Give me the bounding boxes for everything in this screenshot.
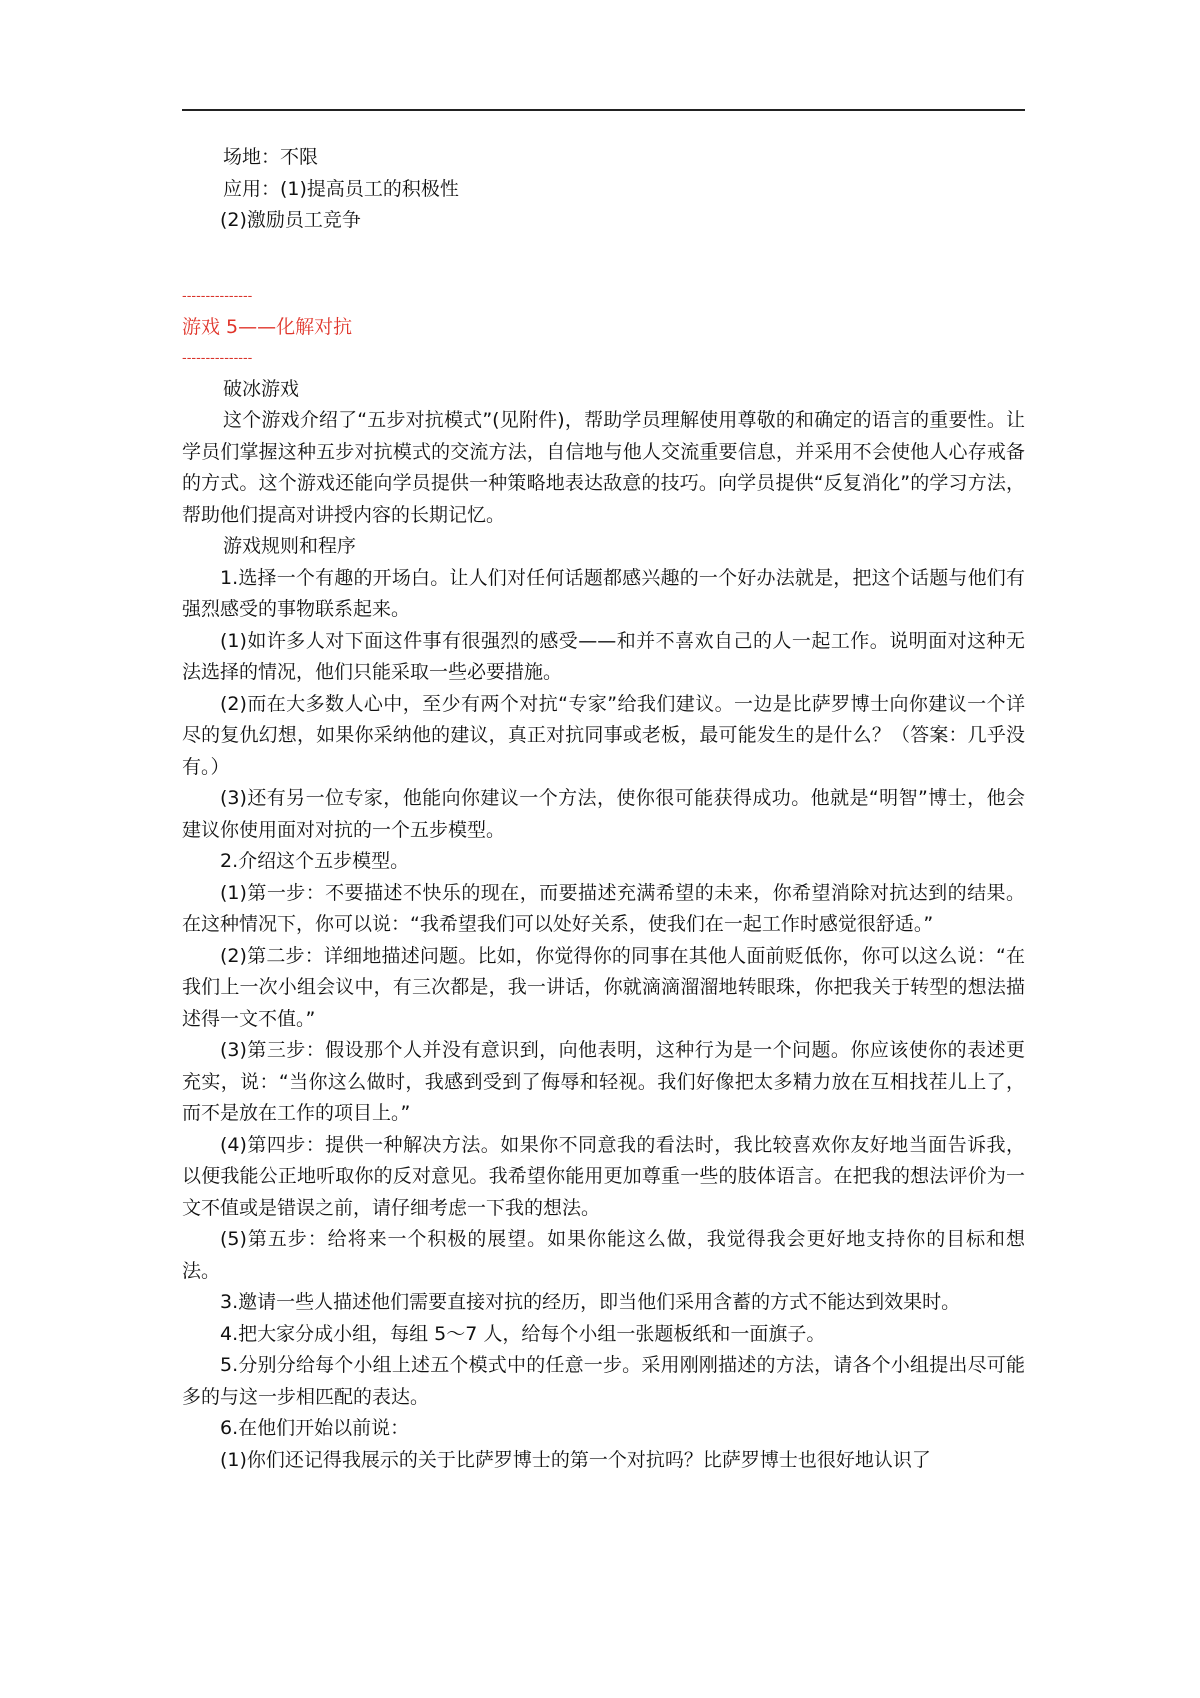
section-title: 游戏 5——化解对抗 — [182, 315, 353, 338]
paragraph-step-2-4: (4)第四步：提供一种解决方法。如果你不同意我的看法时，我比较喜欢你友好地当面告诉我，以便我能公正地听取你的反对意见。我希望你能用更加尊重一些的肢体语言。在把我的想法评价为一文不值或是错误之前，请仔细考虑一下我的想法。 — [182, 1133, 1025, 1219]
paragraph-step-1: 1.选择一个有趣的开场白。让人们对任何话题都感兴趣的一个好办法就是，把这个话题与他们有强烈感受的事物联系起来。 — [182, 566, 1025, 620]
paragraph-step-5: 5.分别分给每个小组上述五个模式中的任意一步。采用刚刚描述的方法，请各个小组提出尽可能多的与这一步相匹配的表达。 — [182, 1354, 1025, 1408]
paragraph-step-6: 6.在他们开始以前说： — [220, 1417, 410, 1439]
paragraph-step-4: 4.把大家分成小组，每组 5～7 人，给每个小组一张题板纸和一面旗子。 — [220, 1322, 826, 1345]
application-line-2: (2)激励员工竞争 — [220, 209, 361, 231]
intro-paragraph: 这个游戏介绍了“五步对抗模式”(见附件)，帮助学员理解使用尊敬的和确定的语言的重要性。让学员们掌握这种五步对抗模式的交流方法，自信地与他人交流重要信息，并采用不会使他人心存戒备的方式。这个游戏还能向学员提供一种策略地表达敌意的技巧。向学员提供“反复消化”的学习方法，帮助他们提高对讲授内容的长期记忆。 — [182, 409, 1025, 526]
paragraph-step-6-1: (1)你们还记得我展示的关于比萨罗博士的第一个对抗吗？比萨罗博士也很好地认识了 — [220, 1448, 931, 1471]
separator-bottom: --------------- — [182, 350, 253, 366]
separator-top: --------------- — [182, 288, 253, 304]
rules-heading: 游戏规则和程序 — [223, 535, 357, 557]
application-line: 应用：(1)提高员工的积极性 — [223, 177, 459, 200]
paragraph-step-2: 2.介绍这个五步模型。 — [220, 850, 410, 872]
paragraph-step-3: 3.邀请一些人描述他们需要直接对抗的经历，即当他们采用含蓄的方式不能达到效果时。 — [220, 1291, 961, 1313]
spacer — [182, 237, 1025, 281]
paragraph-step-1-2: (2)而在大多数人心中，至少有两个对抗“专家”给我们建议。一边是比萨罗博士向你建议一个详尽的复仇幻想，如果你采纳他的建议，真正对抗同事或老板，最可能发生的是什么？（答案：几乎没有。） — [182, 692, 1025, 778]
paragraph-step-1-1: (1)如许多人对下面这件事有很强烈的感受——和并不喜欢自己的人一起工作。说明面对这种无法选择的情况，他们只能采取一些必要措施。 — [182, 629, 1025, 683]
paragraph-step-1-3: (3)还有另一位专家，他能向你建议一个方法，使你很可能获得成功。他就是“明智”博士，他会建议你使用面对对抗的一个五步模型。 — [182, 787, 1025, 841]
paragraph-step-2-3: (3)第三步：假设那个人并没有意识到，向他表明，这种行为是一个问题。你应该使你的表述更充实，说：“当你这么做时，我感到受到了侮辱和轻视。我们好像把太多精力放在互相找茬儿上了，而不是放在工作的项目上。” — [182, 1039, 1025, 1124]
paragraph-step-2-2: (2)第二步：详细地描述问题。比如，你觉得你的同事在其他人面前贬低你，你可以这么说：“在我们上一次小组会议中，有三次都是，我一讲话，你就滴滴溜溜地转眼珠，你把我关于转型的想法描述得一文不值。” — [182, 944, 1025, 1030]
subtitle: 破冰游戏 — [223, 377, 300, 400]
venue-line: 场地：不限 — [223, 146, 319, 168]
paragraph-step-2-1: (1)第一步：不要描述不快乐的现在，而要描述充满希望的未来，你希望消除对抗达到的结果。在这种情况下，你可以说：“我希望我们可以处好关系，使我们在一起工作时感觉很舒适。” — [182, 881, 1025, 935]
document-body — [182, 142, 1025, 1476]
paragraph-step-2-5: (5)第五步：给将来一个积极的展望。如果你能这么做，我觉得我会更好地支持你的目标和想法。 — [182, 1228, 1025, 1282]
header-rule — [182, 109, 1025, 111]
